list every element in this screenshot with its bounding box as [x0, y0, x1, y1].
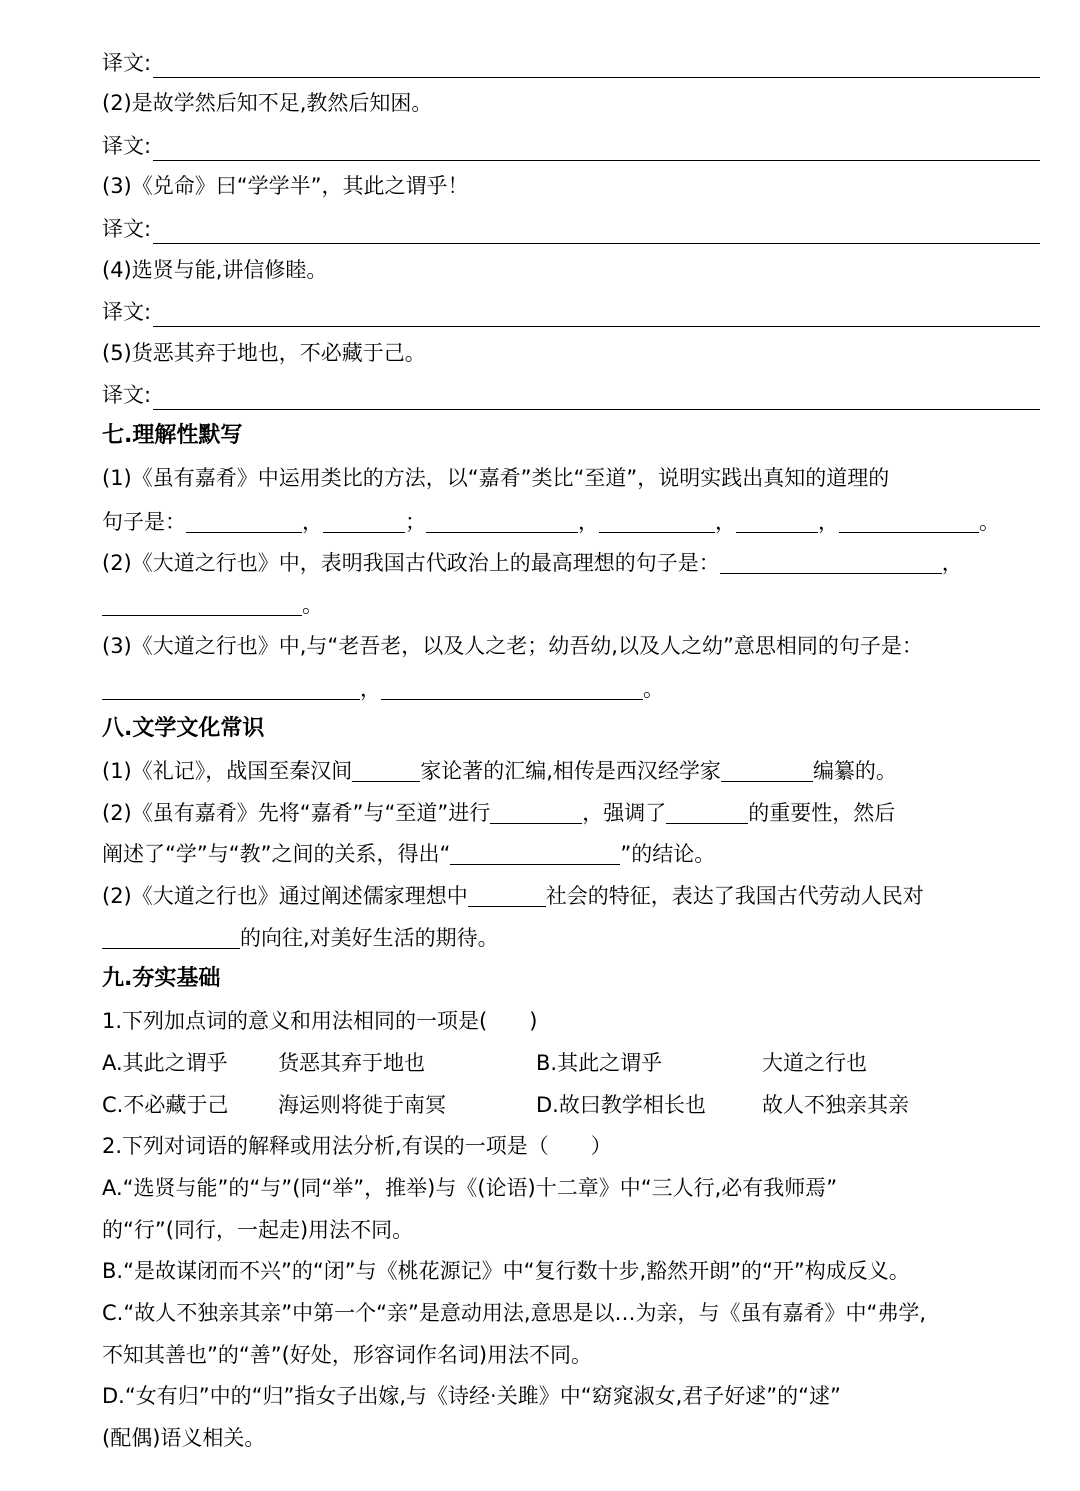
answer-blank[interactable] [720, 551, 942, 574]
section-heading-8: 八.文学文化常识 [102, 716, 265, 741]
answer-blank[interactable] [102, 926, 240, 949]
s8-q2-text-b: ，强调了 [582, 801, 667, 825]
translation-line-5 [102, 380, 1040, 410]
s8-q2-text-c: 的重要性，然后 [748, 801, 896, 825]
s7-q1-prefix: 句子是： [102, 510, 186, 534]
section-heading-7: 七.理解性默写 [102, 423, 243, 448]
question-item-2: (2)是故学然后知不足,教然后知困。 [102, 91, 433, 115]
s9-q2-option-a-line1[interactable]: A.“选贤与能”的“与”(同“举”，推举)与《(论语)十二章》中“三人行,必有我师焉” [102, 1176, 838, 1200]
translation-label: 译文: [102, 300, 152, 324]
question-item-5: (5)货恶其弃于地也，不必藏于己。 [102, 341, 426, 365]
s9-q2: 2.下列对词语的解释或用法分析,有误的一项是（ ） [102, 1134, 612, 1158]
answer-blank[interactable] [721, 759, 813, 782]
answer-blank[interactable] [153, 304, 1040, 327]
s8-q3-line1 [102, 881, 1040, 911]
s8-q2-text-e: ”的结论。 [620, 842, 716, 866]
s7-q3-line2: ， 。 [102, 674, 1040, 704]
translation-label: 译文: [102, 51, 152, 75]
answer-blank[interactable] [186, 510, 302, 533]
s8-q1-text-c: 编纂的。 [812, 759, 897, 783]
answer-blank[interactable] [352, 759, 420, 782]
question-item-4: (4)选贤与能,讲信修睦。 [102, 258, 328, 282]
answer-blank[interactable] [599, 510, 715, 533]
answer-blank[interactable] [153, 55, 1040, 78]
s9-q2-option-d-line1[interactable]: D.“女有归”中的“归”指女子出嫁,与《诗经·关雎》中“窈窕淑女,君子好逑”的“逑” [102, 1384, 841, 1408]
s8-q2-text-d: 阐述了“学”与“教”之间的关系，得出“ [102, 842, 451, 866]
option-a[interactable]: A.其此之谓乎 [102, 1051, 228, 1075]
option-b-pair: 大道之行也 [762, 1051, 867, 1075]
s8-q3-text-b: 社会的特征，表达了我国古代劳动人民对 [545, 884, 924, 908]
answer-blank[interactable] [490, 801, 582, 824]
s8-q2-line1 [102, 798, 1040, 828]
answer-blank[interactable] [839, 510, 979, 533]
s9-q1-options-row1 [102, 1048, 1040, 1078]
s9-q2-option-c-line1[interactable]: C.“故人不独亲其亲”中第一个“亲”是意动用法,意思是以…为亲，与《虽有嘉肴》中“弗学, [102, 1301, 927, 1325]
s8-q1-text-a: (1)《礼记》，战国至秦汉间 [102, 759, 353, 783]
translation-line-3 [102, 214, 1040, 244]
question-item-3: (3)《兑命》曰“学学半”，其此之谓乎！ [102, 174, 469, 198]
option-d[interactable]: D.故曰教学相长也 [536, 1093, 706, 1117]
s8-q3-line2 [102, 923, 1040, 953]
translation-label: 译文: [102, 383, 152, 407]
answer-blank[interactable] [153, 221, 1040, 244]
s9-q1: 1.下列加点词的意义和用法相同的一项是( ) [102, 1009, 538, 1033]
translation-label: 译文: [102, 217, 152, 241]
answer-blank[interactable] [102, 593, 302, 616]
option-d-pair: 故人不独亲其亲 [762, 1093, 909, 1117]
s8-q1 [102, 756, 1040, 786]
s9-q2-option-d-line2: (配偶)语义相关。 [102, 1426, 266, 1450]
s8-q1-text-b: 家论著的汇编,相传是西汉经学家 [420, 759, 721, 783]
translation-label: 译文: [102, 134, 152, 158]
translation-line-2 [102, 131, 1040, 161]
option-a-pair: 货恶其弃于地也 [278, 1051, 425, 1075]
answer-blank[interactable] [102, 677, 360, 700]
answer-blank[interactable] [468, 884, 546, 907]
answer-blank[interactable] [381, 677, 643, 700]
answer-blank[interactable] [450, 842, 620, 865]
answer-blank[interactable] [323, 510, 405, 533]
s9-q1-options-row2 [102, 1090, 1040, 1120]
s9-q2-option-a-line2: 的“行”(同行，一起走)用法不同。 [102, 1218, 414, 1242]
s7-q3-line1: (3)《大道之行也》中,与“老吾老，以及人之老；幼吾幼,以及人之幼”意思相同的句子是： [102, 634, 923, 658]
answer-blank[interactable] [736, 510, 818, 533]
s8-q2-text-a: (2)《虽有嘉肴》先将“嘉肴”与“至道”进行 [102, 801, 491, 825]
s9-q2-option-c-line2: 不知其善也”的“善”(好处，形容词作名词)用法不同。 [102, 1343, 593, 1367]
translation-line-4 [102, 297, 1040, 327]
s7-q2-text: (2)《大道之行也》中，表明我国古代政治上的最高理想的句子是： [102, 551, 720, 575]
s8-q3-text-c: 的向往,对美好生活的期待。 [240, 926, 499, 950]
answer-blank[interactable] [153, 387, 1040, 410]
section-heading-9: 九.夯实基础 [102, 966, 221, 991]
s7-q1-line2: 句子是： ， ； ， ， ， 。 [102, 510, 1000, 534]
translation-line-1 [102, 48, 1040, 78]
s9-q2-option-b[interactable]: B.“是故谋闭而不兴”的“闭”与《桃花源记》中“复行数十步,豁然开朗”的“开”构成反义。 [102, 1259, 910, 1283]
option-c[interactable]: C.不必藏于己 [102, 1093, 229, 1117]
s7-q2-line1: (2)《大道之行也》中，表明我国古代政治上的最高理想的句子是： ， [102, 551, 963, 575]
s8-q2-line2 [102, 839, 1040, 869]
answer-blank[interactable] [153, 138, 1040, 161]
s8-q3-text-a: (2)《大道之行也》通过阐述儒家理想中 [102, 884, 468, 908]
answer-blank[interactable] [426, 510, 578, 533]
option-c-pair: 海运则将徙于南冥 [278, 1093, 446, 1117]
option-b[interactable]: B.其此之谓乎 [536, 1051, 663, 1075]
s7-q1-line1: (1)《虽有嘉肴》中运用类比的方法，以“嘉肴”类比“至道”，说明实践出真知的道理的 [102, 466, 890, 490]
s7-q2-line2: 。 [102, 590, 1040, 620]
answer-blank[interactable] [666, 801, 748, 824]
